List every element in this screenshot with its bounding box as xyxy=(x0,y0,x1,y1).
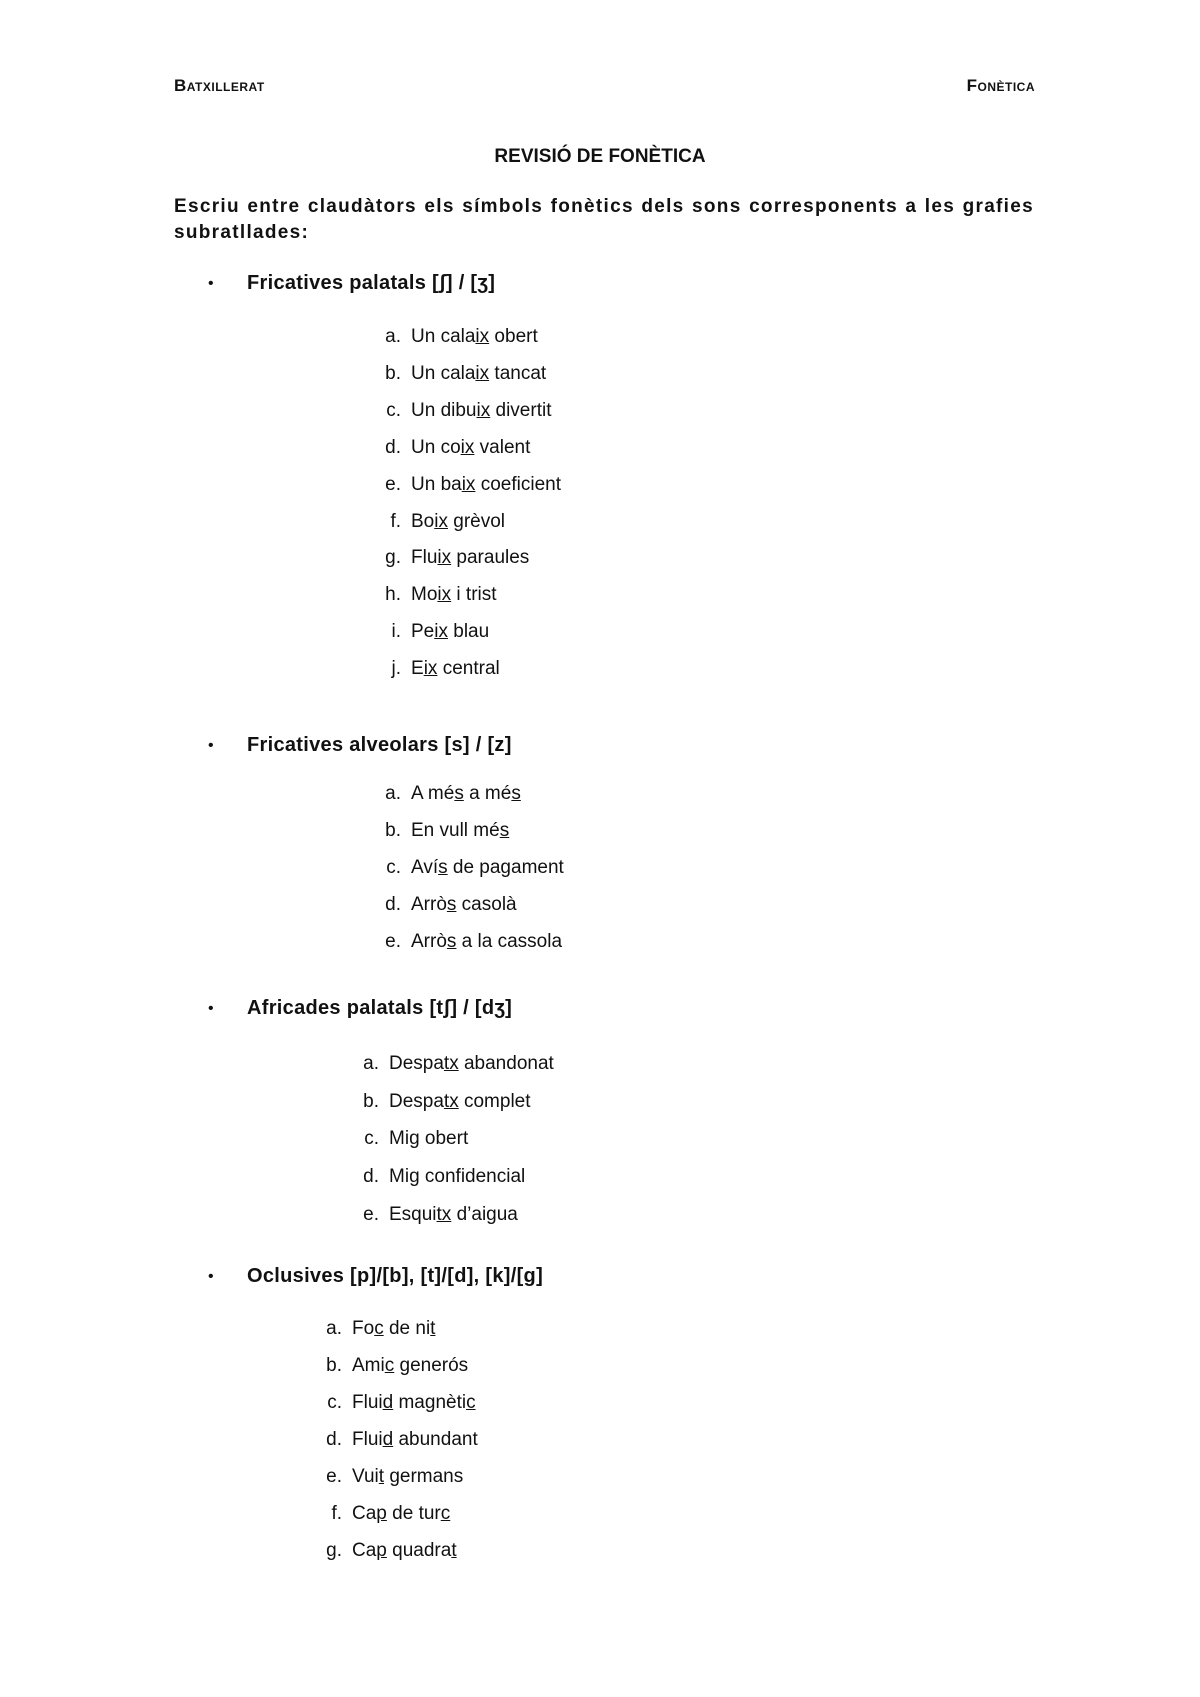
item-text: Ca xyxy=(352,1503,377,1524)
item-text: a mé xyxy=(463,783,512,804)
item-text: de tur xyxy=(386,1503,441,1524)
item-text: complet xyxy=(458,1090,531,1112)
list-item xyxy=(363,1203,518,1226)
bullet-icon: • xyxy=(208,737,214,754)
item-label: a. xyxy=(385,326,401,347)
underlined-grapheme: s xyxy=(446,894,457,915)
list-item xyxy=(326,1466,464,1488)
underlined-grapheme: ix xyxy=(460,436,475,458)
underlined-grapheme: ix xyxy=(476,399,491,421)
item-label: d. xyxy=(385,894,401,915)
item-text: Un cala xyxy=(411,362,476,384)
underlined-grapheme: p xyxy=(376,1503,387,1524)
item-label: a. xyxy=(363,1053,379,1074)
list-item xyxy=(391,658,500,680)
item-text: casolà xyxy=(456,894,517,915)
list-item xyxy=(326,1318,436,1340)
item-text: Mi xyxy=(389,1166,410,1188)
item-text: Mi xyxy=(389,1128,410,1150)
item-text: Despa xyxy=(389,1090,444,1112)
underlined-grapheme: t xyxy=(378,1466,385,1487)
underlined-grapheme: ix xyxy=(461,473,476,495)
underlined-grapheme: ix xyxy=(437,584,452,606)
item-text: de pagament xyxy=(447,857,564,878)
item-label: b. xyxy=(363,1090,379,1112)
item-label: c. xyxy=(386,857,401,878)
bullet-icon: • xyxy=(208,1268,214,1285)
list-item xyxy=(364,1128,469,1150)
item-text: Un cala xyxy=(411,326,476,347)
item-text: Pe xyxy=(411,621,435,643)
list-item xyxy=(385,894,517,916)
list-item xyxy=(385,820,510,842)
item-label: b. xyxy=(326,1355,342,1376)
item-text: obert xyxy=(419,1128,469,1150)
underlined-grapheme: tx xyxy=(436,1203,452,1225)
item-label: d. xyxy=(363,1166,379,1188)
bullet-icon: • xyxy=(208,275,214,292)
item-label: e. xyxy=(363,1203,379,1225)
underlined-grapheme: ix xyxy=(423,658,438,680)
item-label: b. xyxy=(385,820,401,841)
item-label: g. xyxy=(385,547,401,569)
item-text: Despa xyxy=(389,1053,444,1074)
section-heading: Fricatives alveolars [s] / [z] xyxy=(247,734,512,756)
list-item xyxy=(386,399,552,422)
item-label: g. xyxy=(326,1540,342,1561)
item-label: d. xyxy=(385,436,401,458)
underlined-grapheme: ix xyxy=(475,362,490,384)
item-text: obert xyxy=(489,326,538,347)
list-item xyxy=(385,584,497,606)
list-item xyxy=(326,1540,457,1562)
list-item xyxy=(326,1429,478,1451)
item-text: d’aigua xyxy=(451,1203,518,1225)
underlined-grapheme: s xyxy=(438,857,448,878)
item-text: A mé xyxy=(411,783,455,804)
underlined-grapheme: c xyxy=(466,1392,476,1413)
item-text: Un dibu xyxy=(411,399,477,421)
item-label: e. xyxy=(385,931,401,952)
item-text: Arrò xyxy=(411,931,447,952)
underlined-grapheme: s xyxy=(499,820,510,841)
underlined-grapheme: t xyxy=(451,1540,457,1561)
header-right: Fonètica xyxy=(966,76,1035,95)
underlined-grapheme: s xyxy=(446,931,457,952)
bullet-icon: • xyxy=(208,1000,214,1017)
list-item xyxy=(363,1090,531,1113)
underlined-grapheme: s xyxy=(454,783,464,804)
list-item xyxy=(385,362,547,385)
item-text: Bo xyxy=(411,510,435,532)
item-text: Flui xyxy=(352,1392,383,1413)
item-text: confidencial xyxy=(419,1166,526,1188)
underlined-grapheme: g xyxy=(409,1166,420,1188)
item-text: blau xyxy=(447,621,490,643)
underlined-grapheme: c xyxy=(440,1503,451,1524)
item-label: b. xyxy=(385,362,401,384)
item-text: germans xyxy=(384,1466,464,1487)
item-text: abandonat xyxy=(458,1053,554,1074)
underlined-grapheme: s xyxy=(511,783,521,804)
item-label: i. xyxy=(391,621,401,643)
list-item xyxy=(327,1392,476,1414)
section-heading: Oclusives [p]/[b], [t]/[d], [k]/[g] xyxy=(247,1265,544,1287)
item-text: Ca xyxy=(352,1540,377,1561)
item-label: f. xyxy=(390,510,401,532)
item-text: Fo xyxy=(352,1318,375,1339)
list-item xyxy=(363,1166,526,1188)
item-label: f. xyxy=(331,1503,342,1524)
item-label: a. xyxy=(385,783,401,804)
underlined-grapheme: ix xyxy=(434,510,448,532)
item-label: c. xyxy=(327,1392,342,1413)
item-text: magnèti xyxy=(393,1392,467,1413)
list-item xyxy=(386,857,564,879)
underlined-grapheme: g xyxy=(409,1128,420,1150)
list-item xyxy=(385,326,538,348)
list-item xyxy=(363,1053,554,1075)
section-heading: Fricatives palatals [ʃ] / [ʒ] xyxy=(247,272,496,294)
list-item xyxy=(391,621,490,643)
item-text: de ni xyxy=(383,1318,431,1339)
item-text: i trist xyxy=(451,584,497,606)
item-text: Esqui xyxy=(389,1203,437,1225)
item-text: generós xyxy=(394,1355,469,1376)
item-text: Un ba xyxy=(411,473,462,495)
underlined-grapheme: tx xyxy=(443,1053,459,1074)
list-item xyxy=(385,783,521,805)
item-label: c. xyxy=(364,1128,379,1150)
item-text: valent xyxy=(474,436,531,458)
item-text: Flu xyxy=(411,547,438,569)
item-text: En vull mé xyxy=(411,820,500,841)
item-text: Mo xyxy=(411,584,438,606)
item-text: divertit xyxy=(490,399,552,421)
underlined-grapheme: p xyxy=(376,1540,387,1561)
item-text: coeficient xyxy=(475,473,561,495)
item-label: h. xyxy=(385,584,401,606)
item-label: a. xyxy=(326,1318,342,1339)
section-heading: Africades palatals [tʃ] / [dʒ] xyxy=(247,997,513,1019)
underlined-grapheme: d xyxy=(382,1392,394,1413)
list-item xyxy=(385,547,530,569)
item-text: tancat xyxy=(489,362,547,384)
item-text: Aví xyxy=(411,857,439,878)
list-item xyxy=(385,473,561,496)
item-label: e. xyxy=(326,1466,342,1487)
item-text: Ami xyxy=(352,1355,385,1376)
underlined-grapheme: ix xyxy=(434,621,448,643)
underlined-grapheme: d xyxy=(382,1429,394,1450)
item-label: c. xyxy=(386,399,401,421)
item-text: Un co xyxy=(411,436,461,458)
item-label: d. xyxy=(326,1429,342,1450)
underlined-grapheme: ix xyxy=(475,326,490,347)
list-item xyxy=(385,931,563,953)
item-text: E xyxy=(411,658,424,680)
item-label: e. xyxy=(385,473,401,495)
item-text: Vui xyxy=(352,1466,379,1487)
item-text: central xyxy=(437,658,500,680)
item-text: Arrò xyxy=(411,894,447,915)
instructions: Escriu entre claudàtors els símbols fonètics dels sons corresponents a les grafies subratllades: xyxy=(174,196,1034,243)
underlined-grapheme: t xyxy=(430,1318,436,1339)
list-item xyxy=(331,1503,451,1525)
item-label: j. xyxy=(391,658,401,680)
underlined-grapheme: c xyxy=(384,1355,395,1376)
underlined-grapheme: c xyxy=(374,1318,384,1339)
item-text: grèvol xyxy=(447,510,506,532)
underlined-grapheme: tx xyxy=(443,1090,459,1112)
page-title: REVISIÓ DE FONÈTICA xyxy=(494,146,706,167)
item-text: quadra xyxy=(386,1540,452,1561)
list-item xyxy=(385,436,531,459)
list-item xyxy=(390,510,506,533)
item-text: abundant xyxy=(393,1429,478,1450)
item-text: Flui xyxy=(352,1429,383,1450)
underlined-grapheme: ix xyxy=(437,547,452,569)
list-item xyxy=(326,1355,469,1377)
item-text: a la cassola xyxy=(456,931,563,952)
header-left: Batxillerat xyxy=(174,76,265,95)
item-text: paraules xyxy=(451,547,530,569)
